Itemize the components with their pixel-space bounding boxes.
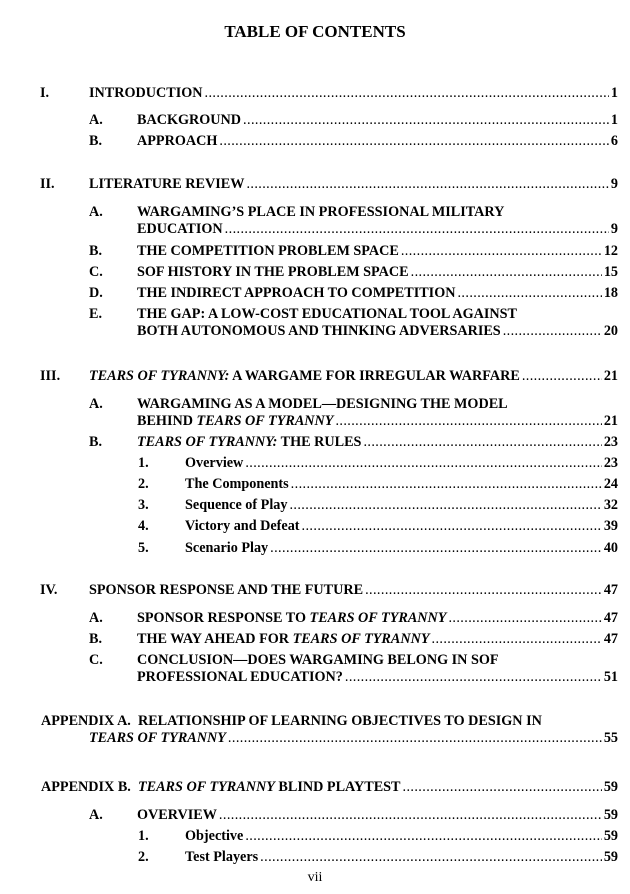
toc-title: Overview [185, 455, 244, 471]
toc-title-line2 [137, 413, 333, 430]
toc-entry-background[interactable] [89, 112, 618, 129]
toc-number: A. [89, 807, 103, 823]
toc-entry-introduction[interactable] [40, 85, 618, 102]
toc-title [41, 779, 401, 796]
toc-title-line1: CONCLUSION—DOES WARGAMING BELONG IN SOF [137, 652, 499, 668]
toc-title: The Components [185, 476, 289, 492]
toc-title: APPROACH [137, 133, 218, 149]
toc-entry-appendix-a[interactable] [41, 713, 618, 747]
toc-entry-test-players[interactable] [138, 849, 618, 866]
toc-number: D. [89, 285, 103, 301]
toc-entry-wargaming-place[interactable] [89, 204, 618, 238]
toc-title: BACKGROUND [137, 112, 242, 128]
toc-entry-indirect-approach[interactable] [89, 285, 618, 302]
toc-page: 39 [603, 518, 618, 534]
toc-number: B. [89, 434, 103, 450]
toc-title [137, 631, 430, 648]
toc-title: LITERATURE REVIEW [89, 176, 245, 192]
toc-entry-sequence-of-play[interactable] [138, 497, 618, 514]
toc-leader [411, 264, 602, 281]
toc-page: 59 [603, 828, 618, 844]
toc-leader [457, 285, 601, 302]
toc-number: B. [89, 631, 103, 647]
toc-leader [219, 807, 602, 824]
toc-title-line1: THE GAP: A LOW-COST EDUCATIONAL TOOL AGAINST [137, 306, 518, 322]
toc-leader [503, 323, 602, 340]
toc-leader [205, 85, 609, 102]
toc-page: 21 [603, 368, 618, 384]
toc-title-line2: BOTH AUTONOMOUS AND THINKING ADVERSARIES [137, 323, 501, 339]
toc-leader [225, 221, 609, 238]
toc-title: Test Players [185, 849, 259, 865]
toc-appendix-label: APPENDIX B. [41, 779, 131, 795]
toc-title: INTRODUCTION [89, 85, 203, 101]
page-number-footer: vii [307, 870, 323, 885]
toc-entry-the-gap[interactable] [89, 306, 618, 340]
toc-number: 4. [138, 518, 149, 534]
toc-title-line1: WARGAMING’S PLACE IN PROFESSIONAL MILITARY [137, 204, 505, 220]
toc-title-italic: TEARS OF TYRANNY: [137, 434, 278, 450]
toc-title-italic: TEARS OF TYRANNY [309, 610, 447, 626]
toc-entry-the-rules[interactable] [89, 434, 618, 451]
toc-page: 40 [603, 540, 618, 556]
toc-page: 59 [603, 807, 618, 823]
toc-title: Objective [185, 828, 244, 844]
toc-title: Scenario Play [185, 540, 269, 556]
toc-title-italic: TEARS OF TYRANNY [137, 779, 275, 795]
toc-title-italic: TEARS OF TYRANNY [196, 413, 334, 429]
toc-page: 23 [603, 455, 618, 471]
toc-leader [289, 497, 601, 514]
toc-number: II. [40, 176, 55, 192]
toc-leader [403, 779, 602, 796]
toc-title-rest: BLIND PLAYTEST [274, 779, 401, 795]
toc-page: 18 [603, 285, 618, 301]
toc-page: 23 [603, 434, 618, 450]
toc-leader [448, 610, 601, 627]
toc-title: THE COMPETITION PROBLEM SPACE [137, 243, 399, 259]
toc-entry-conclusion[interactable] [89, 652, 618, 686]
toc-title-pre: THE WAY AHEAD FOR [137, 631, 293, 647]
toc-leader [365, 582, 602, 599]
toc-appendix-label: APPENDIX A. [41, 713, 131, 729]
toc-entry-way-ahead[interactable] [89, 631, 618, 648]
toc-entry-sof-history[interactable] [89, 264, 618, 281]
toc-page: 9 [610, 176, 618, 192]
toc-entry-scenario-play[interactable] [138, 540, 618, 557]
toc-page: 12 [603, 243, 618, 259]
toc-number: 2. [138, 476, 149, 492]
toc-entry-overview[interactable] [138, 455, 618, 472]
toc-page: 24 [603, 476, 618, 492]
toc-page: 15 [603, 264, 618, 280]
toc-leader [270, 540, 602, 557]
toc-number: A. [89, 204, 103, 220]
toc-leader [228, 730, 602, 747]
toc-page: 21 [603, 413, 618, 429]
toc-title: OVERVIEW [137, 807, 217, 823]
toc-title-rest: THE RULES [277, 434, 362, 450]
toc-number: A. [89, 112, 103, 128]
toc-page: 51 [603, 669, 618, 685]
toc-title [89, 368, 520, 385]
toc-leader [522, 368, 602, 385]
toc-title-pre: BEHIND [137, 413, 197, 429]
toc-title [137, 434, 361, 451]
toc-title [137, 610, 446, 627]
toc-entry-components[interactable] [138, 476, 618, 493]
toc-leader [302, 518, 602, 535]
toc-page: 47 [603, 610, 618, 626]
toc-leader [363, 434, 601, 451]
toc-leader [291, 476, 602, 493]
toc-entry-appendix-b[interactable] [41, 779, 618, 796]
toc-entry-appendix-overview[interactable] [89, 807, 618, 824]
toc-title-line2: PROFESSIONAL EDUCATION? [137, 669, 343, 685]
toc-number: C. [89, 264, 103, 280]
toc-title: SOF HISTORY IN THE PROBLEM SPACE [137, 264, 409, 280]
toc-page: 59 [603, 849, 618, 865]
toc-page: 55 [603, 730, 618, 746]
toc-page: 9 [610, 221, 618, 237]
toc-leader [246, 176, 608, 193]
toc-page: 20 [603, 323, 618, 339]
toc-page: 1 [610, 112, 618, 128]
toc-page: 1 [610, 85, 618, 101]
toc-leader [345, 669, 602, 686]
toc-number: 5. [138, 540, 149, 556]
toc-leader [245, 455, 602, 472]
toc-number: III. [40, 368, 61, 384]
toc-leader [245, 828, 602, 845]
toc-number: B. [89, 133, 103, 149]
toc-leader [335, 413, 601, 430]
toc-entry-wargaming-as-model[interactable] [89, 396, 618, 430]
toc-number: I. [40, 85, 50, 101]
toc-title: THE INDIRECT APPROACH TO COMPETITION [137, 285, 456, 301]
toc-number: 1. [138, 455, 149, 471]
toc-entry-sponsor-response-future[interactable] [40, 582, 618, 599]
toc-entry-sponsor-response[interactable] [89, 610, 618, 627]
toc-entry-literature-review[interactable] [40, 176, 618, 193]
toc-entry-competition-problem[interactable] [89, 243, 618, 260]
toc-number: A. [89, 610, 103, 626]
toc-leader [260, 849, 602, 866]
toc-title-italic: TEARS OF TYRANNY [292, 631, 430, 647]
toc-page: 47 [603, 582, 618, 598]
toc-entry-victory-defeat[interactable] [138, 518, 618, 535]
toc-title: Victory and Defeat [185, 518, 300, 534]
toc-number: 1. [138, 828, 149, 844]
toc-number: 2. [138, 849, 149, 865]
toc-title: Sequence of Play [185, 497, 288, 513]
toc-title-rest: RELATIONSHIP OF LEARNING OBJECTIVES TO DESIGN IN [137, 713, 542, 729]
toc-page: 6 [610, 133, 618, 149]
toc-page: 32 [603, 497, 618, 513]
toc-entry-objective[interactable] [138, 828, 618, 845]
toc-title-italic: TEARS OF TYRANNY [89, 730, 226, 746]
toc-title-pre: SPONSOR RESPONSE TO [137, 610, 310, 626]
toc-title-line2 [89, 730, 226, 747]
toc-leader [432, 631, 602, 648]
toc-number: C. [89, 652, 103, 668]
toc-leader [243, 112, 609, 129]
toc-number: B. [89, 243, 103, 259]
page-title: TABLE OF CONTENTS [224, 22, 406, 41]
toc-title-line1 [41, 713, 542, 730]
toc-title-rest: A WARGAME FOR IRREGULAR WARFARE [229, 368, 520, 384]
toc-page: 47 [603, 631, 618, 647]
toc-number: A. [89, 396, 103, 412]
toc-entry-approach[interactable] [89, 133, 618, 150]
toc-title-line2: EDUCATION [137, 221, 223, 237]
toc-number: E. [89, 306, 103, 322]
toc-title-line1: WARGAMING AS A MODEL—DESIGNING THE MODEL [137, 396, 508, 412]
toc-title: SPONSOR RESPONSE AND THE FUTURE [89, 582, 364, 598]
toc-title-italic: TEARS OF TYRANNY: [89, 368, 230, 384]
toc-number: IV. [40, 582, 58, 598]
toc-number: 3. [138, 497, 149, 513]
toc-entry-wargame-irregular-warfare[interactable] [40, 368, 618, 385]
toc-leader [401, 243, 602, 260]
toc-page: 59 [603, 779, 618, 795]
toc-leader [219, 133, 609, 150]
